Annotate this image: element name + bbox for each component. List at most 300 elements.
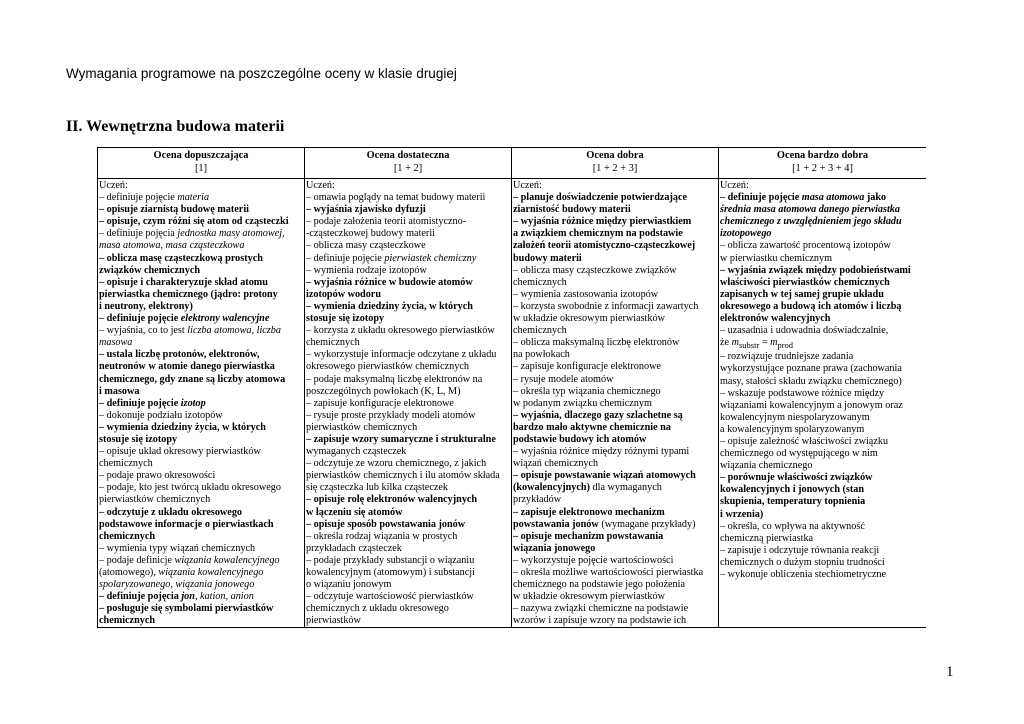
requirement-line [513,422,717,434]
requirement-text: (atomowego), [99,567,159,578]
requirement-line [306,240,510,252]
requirement-text: właściwości pierwiastków chemicznych [720,276,890,288]
requirement-line [306,579,510,591]
requirement-line [720,424,925,436]
requirement-text: – wyjaśnia, dlaczego gazy szlachetne są [513,409,683,421]
requirement-line [513,325,717,337]
requirement-line [720,569,925,581]
requirement-line [306,482,510,494]
requirement-text: kowalencyjnych i jonowych (stan [720,484,865,496]
requirement-line [720,325,925,337]
requirement-text: , [194,591,201,603]
requirement-text: = [759,337,771,349]
requirement-text: spolaryzowanego [99,579,171,591]
requirement-line [99,603,303,615]
requirement-line [99,386,303,398]
requirement-line [99,615,303,627]
column-header [512,148,719,179]
requirement-text: wiązania chemicznego [720,460,813,472]
requirement-line [306,422,510,434]
requirement-text: chemicznych [513,325,567,337]
requirement-text: – ustala liczbę protonów, elektronów, [99,349,260,361]
requirement-text: chemicznego na podstawie jego położenia [513,579,685,591]
column-header-sub: [1 + 2 + 3] [592,162,638,174]
requirement-line [306,494,510,506]
requirement-text: prod [777,340,794,351]
requirement-text: – opisuje mechanizm powstawania [513,530,664,542]
requirement-text: – wykorzystuje pojęcie wartościowości [513,554,674,566]
requirement-text: – definiuje pojęcia [99,591,182,603]
requirement-line [99,398,303,410]
requirement-line [306,228,510,240]
requirement-line [99,192,303,204]
requirement-line [99,494,303,506]
requirement-text: – opisuje zależność właściwości związku [720,436,889,447]
requirement-line [720,301,925,313]
requirement-line [513,543,717,555]
requirement-line [513,398,717,410]
requirement-text: w układzie okresowym pierwiastków [513,591,665,603]
requirement-line [306,615,510,627]
requirement-line [513,579,717,591]
requirement-text: – odczytuje wartościowość pierwiastków [306,591,474,603]
requirement-text: – oblicza masy cząsteczkowe związków [513,264,677,276]
requirement-text: – definiuje pojęcie [99,192,178,204]
requirement-line [720,277,925,289]
requirement-text: średnia masa atomowa danego pierwiastka [720,204,900,216]
requirement-text: – oblicza zawartość procentową izotopów [720,240,891,252]
requirement-line [306,543,510,555]
requirement-text: – definiuje pojęcie [720,192,802,204]
requirement-text: , [170,579,176,591]
requirement-text: – zapisuje elektronowo mechanizm [513,506,665,518]
requirement-line [513,361,717,373]
requirements-table [97,147,926,628]
column-header-title: Ocena dostateczna [366,150,450,161]
requirement-line [513,615,717,627]
requirement-text: przykładach cząsteczek [306,542,402,554]
requirement-line [720,448,925,460]
requirement-text: Uczeń: [720,180,749,191]
requirement-text: chemicznych [513,276,567,288]
requirement-text: – wyjaśnia różnice między różnymi typami [513,446,690,458]
requirement-text: chemicznych z układu okresowego [306,603,449,615]
requirement-line [720,436,925,448]
requirement-text: chemicznego, gdy znane są liczby atomowa [99,373,286,385]
requirement-text: i masowa [99,385,140,397]
requirement-line [306,192,510,204]
requirement-text: kation [200,591,226,603]
requirement-text: – oblicza masy cząsteczkowe [306,240,426,252]
requirement-text: Uczeń: [513,180,542,191]
requirement-line [513,434,717,446]
requirement-text: – definiuje pojęcie [99,313,181,325]
requirement-text: skupienia, temperatury topnienia [720,496,866,508]
requirement-line [720,376,925,388]
requirement-text: – wykonuje obliczenia stechiometryczne [720,569,887,581]
requirement-line [99,458,303,470]
requirement-line [99,313,303,325]
requirement-text: przykładów [513,494,562,506]
requirement-line [306,386,510,398]
requirement-line [720,313,925,325]
column-header [719,148,927,179]
requirement-line [99,361,303,373]
requirement-text: – wymienia rodzaje izotopów [306,264,427,276]
requirement-line [720,533,925,545]
requirement-line [513,470,717,482]
requirement-line [306,349,510,361]
requirement-text: – rysuje proste przykłady modeli atomów [306,409,476,421]
requirement-text: materia [177,192,210,204]
requirement-text: – zapisuje konfiguracje elektronowe [513,361,661,373]
requirement-text: jednostka masy atomowej, [177,228,285,240]
requirement-text: a związkiem chemicznym na podstawie [513,228,683,240]
requirement-text: – wyjaśnia różnice w budowie atomów [306,276,473,288]
requirement-text: – podaje definicje [99,554,175,566]
requirement-text: chemiczną pierwiastka [720,532,814,544]
requirement-text: wiązań chemicznych [513,458,599,470]
requirement-text: (wymagane przykłady) [598,518,696,530]
requirement-text: i wrzenia) [720,508,764,520]
requirement-line [99,349,303,361]
requirement-text: m [731,337,739,349]
requirement-line [99,277,303,289]
requirement-line [513,265,717,277]
requirement-line [99,240,303,252]
requirement-line [306,180,510,192]
requirement-text: – odczytuje ze wzoru chemicznego, z jakich [306,458,487,470]
requirement-line [99,531,303,543]
column-header [305,148,512,179]
requirement-text: (kowalencyjnych) [513,482,590,494]
requirement-line [720,253,925,265]
requirement-line [306,337,510,349]
column-header-title: Ocena bardzo dobra [776,150,869,161]
requirement-text: – podaje założenia teorii atomistyczno- [306,216,467,228]
requirement-text: – określa możliwe wartościowości pierwiastka [513,567,704,578]
requirement-text: powstawania jonów [513,518,599,530]
requirement-line [513,313,717,325]
requirement-line [306,301,510,313]
section-title: II. Wewnętrzna budowa materii [66,118,285,135]
requirement-text: – planuje doświadczenie potwierdzające [513,192,688,204]
requirement-text: – wyjaśnia, co to jest [99,325,188,337]
requirement-line [99,555,303,567]
requirement-text: podstawie budowy ich atomów [513,433,647,445]
requirement-line [513,349,717,361]
requirement-text: – wymienia typy wiązań chemicznych [99,542,256,554]
requirement-text: chemicznego od występującego w nim [720,448,878,460]
requirement-text: pierwiastek chemiczny [384,252,477,264]
requirement-line [306,555,510,567]
requirement-text: – wykorzystuje informacje odczytane z układu [306,349,497,361]
requirement-line [720,180,925,192]
requirement-line [99,289,303,301]
requirement-line [306,410,510,422]
table-row [98,179,927,628]
requirement-text: – uzasadnia i udowadnia doświadczalnie, [720,325,889,337]
requirement-line [99,337,303,349]
requirement-text: liczba atomowa, liczba [187,325,281,337]
requirements-cell-grade-2 [305,179,512,628]
requirement-text: pierwiastków chemicznych i ilu atomów składa [306,470,500,482]
requirement-line [513,386,717,398]
requirement-line [306,567,510,579]
requirement-text: kowalencyjnym (atomowym) i substancji [306,567,475,578]
requirement-text: bardzo mało aktywne chemicznie na [513,421,671,433]
requirement-text: wiązania jonowego [175,579,255,591]
requirement-text: okresowego a budową ich atomów i liczbą [720,300,902,312]
requirement-line [513,216,717,228]
requirement-line [99,591,303,603]
requirement-text: chemicznych [306,337,360,349]
requirement-line [513,531,717,543]
requirement-line [513,301,717,313]
requirement-text: Uczeń: [306,180,335,191]
requirement-text: – wymienia zastosowania izotopów [513,288,659,300]
requirement-line [99,482,303,494]
requirement-line [306,289,510,301]
requirement-line [720,521,925,533]
requirement-text: – wyjaśnia różnice między pierwiastkiem [513,216,692,228]
requirement-text: jon [181,591,195,603]
requirements-cell-grade-4 [719,179,927,628]
requirement-line [513,228,717,240]
requirement-line [720,388,925,400]
requirement-text: – oblicza masę cząsteczkową prostych [99,252,263,264]
requirement-line [306,277,510,289]
requirement-text: – opisuje powstawanie wiązań atomowych [513,470,696,482]
requirement-text: – opisuje rolę elektronów walencyjnych [306,494,478,506]
column-header-sub: [1 + 2 + 3 + 4] [792,162,853,174]
column-header-title: Ocena dopuszczająca [153,150,249,161]
requirement-text: – omawia poglądy na temat budowy materii [306,192,486,204]
requirement-text: kowalencyjnym niespolaryzowanym [720,411,870,423]
requirement-text: – definiuje pojęcie [306,252,385,264]
requirement-text: a kowalencyjnym spolaryzowanym [720,423,865,435]
requirement-text: – zapisuje wzory sumaryczne i strukturalne [306,433,496,445]
requirement-text: neutronów w atomie danego pierwiastka [99,361,275,373]
requirement-line [306,458,510,470]
requirement-line [306,253,510,265]
requirement-line [720,363,925,375]
requirement-text: – opisuje, czym różni się atom od cząsteczki [99,216,289,228]
requirement-text: wymaganych cząsteczek [306,446,407,458]
requirement-line [513,555,717,567]
document-header-title: Wymagania programowe na poszczególne oceny w klasie drugiej [66,66,457,81]
requirement-text: – wskazuje podstawowe różnice między [720,387,885,399]
requirement-text: – wymienia dziedziny życia, w których [306,300,473,312]
column-header [98,148,305,179]
requirement-text: – wyjaśnia zjawisko dyfuzji [306,204,426,216]
requirement-text: chemicznych [99,615,156,627]
requirement-line [513,603,717,615]
requirement-line [720,351,925,363]
requirement-text: – dokonuje podziału izotopów [99,409,223,421]
requirement-text: substr [738,340,760,351]
requirement-line [306,325,510,337]
requirement-text: budowy materii [513,252,582,264]
requirement-text: – posługuje się symbolami pierwiastków [99,603,274,615]
requirement-line [306,531,510,543]
requirement-line [99,216,303,228]
requirement-line [513,507,717,519]
requirement-line [99,507,303,519]
requirement-text: chemicznego z uwzględnieniem jego składu [720,216,902,228]
requirement-line [99,265,303,277]
requirement-text: izotopów wodoru [306,288,381,300]
requirement-text: wiązaniami kowalencyjnym a jonowym oraz [720,399,903,411]
table-header-row [98,148,927,179]
requirement-text: – opisuje i charakteryzuje skład atomu [99,276,268,288]
requirement-text: wzorów i zapisuje wzory na podstawie ich [513,615,687,627]
requirement-line [99,180,303,192]
requirement-text: – opisuje układ okresowy pierwiastków [99,446,261,458]
requirement-text: – opisuje ziarnistą budowę materii [99,204,249,216]
requirement-line [720,204,925,216]
requirement-text: stosuje się izotopy [306,313,385,325]
requirement-text: – podaje maksymalną liczbę elektronów na [306,373,483,385]
requirement-text: masa atomowa, masa cząsteczkowa [99,240,245,252]
requirement-line [306,470,510,482]
requirement-text: anion [230,591,254,603]
requirement-line [99,253,303,265]
requirement-text: ziarnistość budowy materii [513,204,631,216]
requirement-line [99,204,303,216]
requirement-text: chemicznych [99,458,153,470]
requirement-line [306,265,510,277]
requirement-text: – porównuje właściwości związków [720,472,873,484]
requirement-text: – nazywa związki chemiczne na podstawie [513,603,689,615]
requirement-line [99,519,303,531]
requirement-line [720,509,925,521]
requirement-text: w układzie okresowym pierwiastków [513,313,665,325]
requirements-cell-grade-1 [98,179,305,628]
requirement-line [513,204,717,216]
requirement-line [720,484,925,496]
requirement-text: – wyjaśnia związek między podobieństwami [720,264,911,276]
requirements-cell-grade-3 [512,179,719,628]
requirement-line [306,398,510,410]
requirement-line [513,446,717,458]
requirement-text: związków chemicznych [99,264,201,276]
requirement-line [99,567,303,579]
requirement-text: pierwiastka chemicznego (jądro: protony [99,288,278,300]
requirement-line [99,434,303,446]
requirement-text: – zapisuje konfiguracje elektronowe [306,397,454,409]
requirement-text: okresowego pierwiastków chemicznych [306,361,469,373]
requirement-line [306,591,510,603]
requirement-line [306,446,510,458]
requirement-line [513,180,717,192]
requirement-line [306,519,510,531]
requirement-line [720,460,925,472]
requirement-text: wykorzystujące poznane prawa (zachowania [720,363,902,375]
requirement-line [513,253,717,265]
requirement-text: – podaje prawo okresowości [99,470,216,482]
requirement-line [720,289,925,301]
requirement-text: – podaje, kto jest twórcą układu okresowego [99,482,281,494]
requirement-line [99,422,303,434]
requirement-text: – opisuje sposób powstawania jonów [306,518,466,530]
requirement-text: Uczeń: [99,180,128,191]
requirement-text: chemicznych o dużym stopniu trudności [720,556,885,568]
requirement-line [306,603,510,615]
requirement-line [720,557,925,569]
requirement-text: – korzysta swobodnie z informacji zawartych [513,300,699,312]
requirement-line [513,337,717,349]
requirement-text: – wymienia dziedziny życia, w których [99,421,266,433]
page-number: 1 [946,664,954,680]
requirement-line [513,374,717,386]
requirement-text: pierwiastków [306,615,361,627]
requirement-text: m [770,337,778,349]
requirement-line [720,240,925,252]
requirement-line [99,301,303,313]
requirements-table-container [97,147,926,647]
requirement-line [720,412,925,424]
requirement-line [720,400,925,412]
requirement-text: elektrony walencyjne [180,313,270,325]
requirement-text: w podanym związku chemicznym [513,397,652,409]
requirement-text: w pierwiastku chemicznym [720,252,833,264]
requirement-text: pierwiastków chemicznych [99,494,211,506]
requirement-text: i neutrony, elektrony) [99,300,193,312]
requirement-line [99,410,303,422]
requirement-text: – rysuje modele atomów [513,373,614,385]
requirement-line [306,507,510,519]
column-header-title: Ocena dobra [586,150,644,161]
requirement-text: zapisanych w tej samej grupie układu [720,288,884,300]
requirement-line [513,494,717,506]
requirement-text: , [225,591,231,603]
requirement-line [306,361,510,373]
requirement-line [306,434,510,446]
requirement-line [306,204,510,216]
requirement-text: -cząsteczkowej budowy materii [306,228,435,240]
requirement-line [513,410,717,422]
requirement-line [513,567,717,579]
requirement-text: – określa typ wiązania chemicznego [513,385,661,397]
requirement-text: dla wymaganych [589,482,662,494]
requirement-text: – podaje przykłady substancji o wiązaniu [306,554,475,566]
requirement-text: – rozwiązuje trudniejsze zadania [720,351,854,363]
requirement-line [99,374,303,386]
requirement-text: wiązania jonowego [513,542,596,554]
requirement-line [720,496,925,508]
requirement-line [720,265,925,277]
requirement-line [306,216,510,228]
requirement-text: – określa, co wpływa na aktywność [720,520,865,532]
requirement-line [99,325,303,337]
requirement-text: wiązania kowalencyjnego [174,554,280,566]
requirement-line [720,216,925,228]
requirement-text: – korzysta z układu okresowego pierwiastków [306,325,495,337]
requirement-text: elektronów walencyjnych [720,313,831,325]
requirement-line [720,472,925,484]
requirement-text: się cząsteczka lub kilka cząsteczek [306,482,448,494]
requirement-text: – odczytuje z układu okresowego [99,506,243,518]
requirement-text: – definiuje pojęcie [99,397,181,409]
requirement-line [99,228,303,240]
requirement-line [513,591,717,603]
requirement-text: – zapisuje i odczytuje równania reakcji [720,544,880,556]
requirement-line [99,579,303,591]
requirement-text: na powłokach [513,349,570,361]
requirement-text: że [720,337,732,349]
requirement-line [99,470,303,482]
